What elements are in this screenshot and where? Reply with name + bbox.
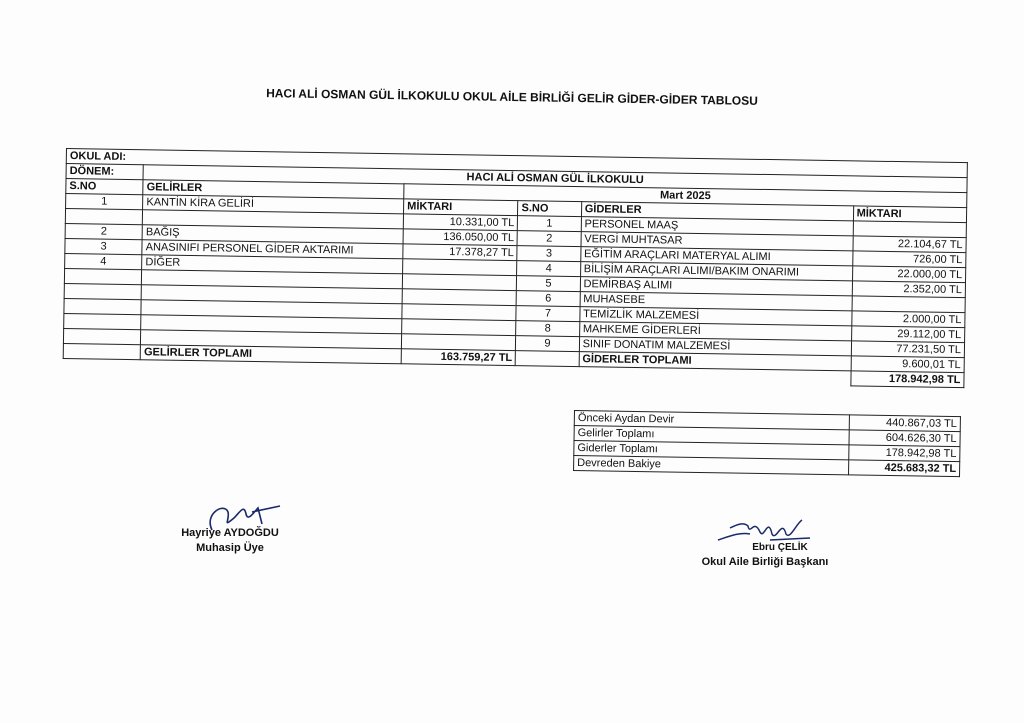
gider-name-cell: MAHKEME GİDERLERİ bbox=[579, 322, 851, 341]
gider-no-cell bbox=[516, 351, 579, 367]
gider-amount-cell: 2.352,00 TL bbox=[852, 281, 966, 298]
miktari-header-gelir: MİKTARI bbox=[404, 199, 519, 216]
gelir-no-cell: 2 bbox=[65, 223, 142, 239]
summary-label: Önceki Aydan Devir bbox=[574, 411, 849, 430]
gelirler-toplami-value: 163.759,27 TL bbox=[401, 349, 516, 366]
gider-name-cell: TEMİZLİK MALZEMESİ bbox=[579, 307, 851, 326]
gider-no-cell: 2 bbox=[517, 231, 580, 247]
gelir-no-cell bbox=[63, 328, 140, 344]
summary-value: 425.683,32 TL bbox=[849, 460, 960, 477]
period: Mart 2025 bbox=[404, 184, 967, 208]
gider-name-cell: BİLİŞİM ARAÇLARI ALIMI/BAKIM ONARIMI bbox=[580, 262, 852, 281]
signature-mark-right bbox=[710, 510, 820, 550]
gelir-no-cell: 1 bbox=[66, 194, 143, 210]
gelir-name-cell: DİĞER bbox=[142, 255, 403, 274]
gelir-amount-cell: 10.331,00 TL bbox=[403, 214, 518, 231]
gider-amount-cell bbox=[853, 221, 967, 238]
gider-amount-cell bbox=[852, 296, 966, 313]
signer-role-left: Muhasip Üye bbox=[196, 542, 264, 554]
gider-amount-cell: 29.112,00 TL bbox=[851, 326, 965, 343]
gider-no-cell: 7 bbox=[516, 306, 579, 322]
gelir-no-cell: 4 bbox=[65, 253, 142, 269]
gelirler-header: GELİRLER bbox=[143, 180, 404, 199]
balance-summary-table bbox=[573, 410, 960, 477]
income-expense-table bbox=[62, 148, 967, 388]
gelir-no-cell bbox=[64, 283, 141, 299]
giderler-toplami-label: GİDERLER TOPLAMI bbox=[579, 352, 851, 371]
gider-amount-cell: 22.104,67 TL bbox=[853, 236, 967, 253]
okul-label: OKUL ADI: bbox=[66, 149, 967, 178]
sno-header: S.NO bbox=[66, 179, 143, 195]
gider-name-cell: EĞİTİM ARAÇLARI MATERYAL ALIMI bbox=[580, 247, 852, 266]
gider-no-cell: 8 bbox=[516, 321, 579, 337]
gider-no-cell: 9 bbox=[516, 336, 579, 352]
gelir-amount-cell bbox=[402, 319, 517, 336]
gider-amount-cell: 77.231,50 TL bbox=[851, 341, 965, 358]
gelir-name-cell: ANASINIFI PERSONEL GİDER AKTARIMI bbox=[142, 240, 403, 259]
gelir-amount-cell bbox=[401, 334, 516, 351]
gelir-no-cell bbox=[64, 313, 141, 329]
signer-name-left: Hayriye AYDOĞDU bbox=[181, 527, 279, 539]
gelir-no-cell bbox=[63, 343, 140, 359]
gider-amount-cell: 2.000,00 TL bbox=[851, 311, 965, 328]
gider-name-cell: PERSONEL MAAŞ bbox=[581, 217, 853, 236]
gider-no-cell: 5 bbox=[517, 276, 580, 292]
gider-no-cell: 4 bbox=[517, 261, 580, 277]
gider-no-cell: 1 bbox=[518, 216, 581, 232]
gelir-no-cell bbox=[65, 209, 142, 225]
gelir-amount-cell bbox=[402, 289, 517, 306]
summary-label: Gelirler Toplamı bbox=[574, 426, 849, 445]
sno-header-gider: S.NO bbox=[518, 201, 581, 217]
school-name: HACI ALİ OSMAN GÜL İLKOKULU bbox=[143, 165, 967, 193]
gider-name-cell: DEMİRBAŞ ALIMI bbox=[580, 277, 852, 296]
gider-amount-cell: 22.000,00 TL bbox=[852, 266, 966, 283]
gelir-name-cell: KANTİN KİRA GELİRİ bbox=[143, 195, 404, 214]
summary-value: 178.942,98 TL bbox=[849, 445, 960, 462]
signer-role-right: Okul Aile Birliği Başkanı bbox=[701, 556, 829, 568]
summary-value: 440.867,03 TL bbox=[849, 415, 960, 432]
signature-block-right bbox=[690, 540, 840, 570]
gelir-amount-cell: 136.050,00 TL bbox=[403, 229, 518, 246]
gider-name-cell: SINIF DONATIM MALZEMESİ bbox=[579, 337, 851, 356]
giderler-toplami-value: 178.942,98 TL bbox=[850, 371, 964, 388]
gider-amount-cell: 9.600,01 TL bbox=[851, 356, 965, 373]
gider-name-cell: VERGİ MUHTASAR bbox=[581, 232, 853, 251]
gelir-no-cell bbox=[64, 268, 141, 284]
gider-no-cell: 6 bbox=[517, 291, 580, 307]
gider-amount-cell: 726,00 TL bbox=[852, 251, 966, 268]
gelir-amount-cell: 17.378,27 TL bbox=[403, 244, 518, 261]
summary-value: 604.626,30 TL bbox=[849, 430, 960, 447]
gelir-name-cell: BAĞIŞ bbox=[142, 225, 403, 244]
gelir-amount-cell bbox=[402, 304, 517, 321]
miktari-header-gider: MİKTARI bbox=[853, 206, 967, 223]
giderler-header: GİDERLER bbox=[581, 202, 853, 221]
gider-name-cell: MUHASEBE bbox=[580, 292, 852, 311]
gider-no-cell: 3 bbox=[517, 246, 580, 262]
donem-label: DÖNEM: bbox=[66, 164, 143, 180]
signer-name-right: Ebru ÇELİK bbox=[752, 542, 808, 553]
document-title: HACI ALİ OSMAN GÜL İLKOKULU OKUL AİLE BİRLİĞİ GELİR GİDER-GİDER TABLOSU bbox=[266, 86, 758, 108]
summary-label: Devreden Bakiye bbox=[574, 456, 849, 475]
signature-block-left bbox=[170, 526, 290, 556]
gelir-no-cell: 3 bbox=[65, 238, 142, 254]
summary-label: Giderler Toplamı bbox=[574, 441, 849, 460]
gelirler-toplami-label: GELİRLER TOPLAMI bbox=[140, 345, 401, 364]
signature-mark-left bbox=[194, 494, 284, 534]
gelir-no-cell bbox=[64, 298, 141, 314]
